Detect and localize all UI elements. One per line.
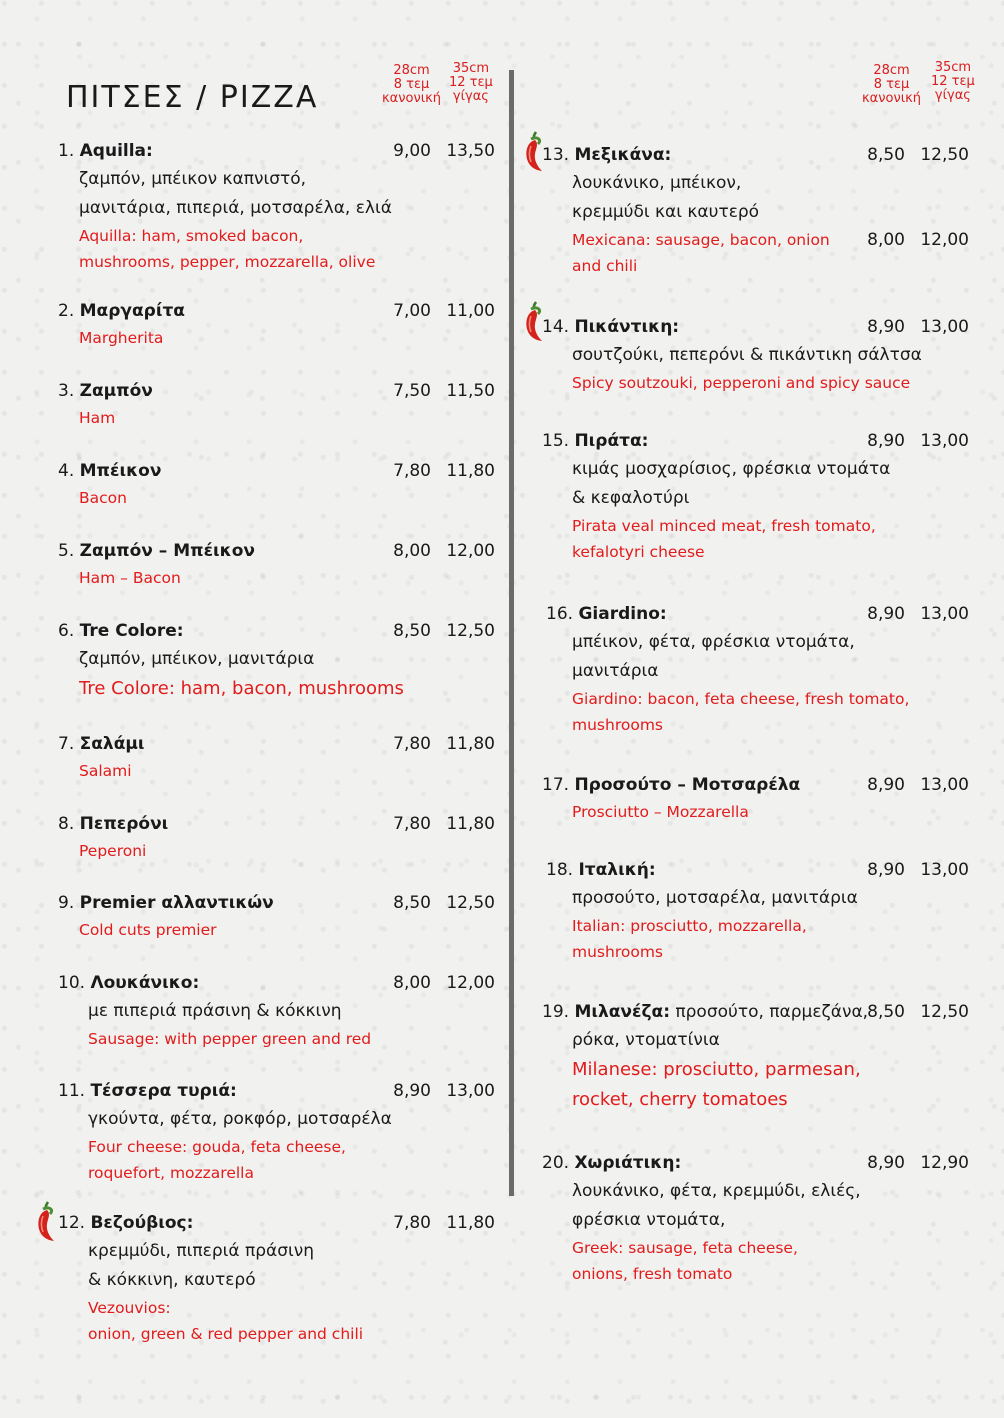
menu-item-title bbox=[58, 377, 153, 405]
item-english-description: roquefort, mozzarella bbox=[88, 1164, 254, 1182]
price-giant: 12,50 bbox=[446, 621, 495, 641]
price-regular: 8,90 bbox=[867, 431, 905, 451]
price-giant: 13,00 bbox=[446, 1081, 495, 1101]
price-regular: 8,00 bbox=[393, 973, 431, 993]
item-greek-description: κρεμμύδι, πιπεριά πράσινη bbox=[88, 1241, 315, 1261]
price-regular: 7,80 bbox=[393, 814, 431, 834]
menu-item-title bbox=[546, 600, 909, 628]
item-name: Πικάντικη: bbox=[574, 317, 680, 337]
item-english-description: Four cheese: gouda, feta cheese, bbox=[88, 1138, 346, 1156]
item-number: 14. bbox=[542, 317, 570, 337]
item-name: Μαργαρίτα bbox=[79, 301, 185, 321]
item-english-description: onion, green & red pepper and chili bbox=[88, 1325, 364, 1343]
item-greek-description: & κόκκινη, καυτερό bbox=[88, 1270, 256, 1290]
price-giant: 12,50 bbox=[920, 145, 969, 165]
chili-pepper-icon bbox=[522, 130, 548, 172]
item-name: Ζαμπόν bbox=[79, 381, 153, 401]
price-regular: 8,50 bbox=[867, 1002, 905, 1022]
size-header-pieces: 8 τεμ bbox=[393, 77, 430, 92]
price-regular: 7,80 bbox=[393, 461, 431, 481]
menu-item bbox=[58, 457, 161, 511]
item-name: Tre Colore: bbox=[79, 621, 184, 641]
item-english-description: Spicy soutzouki, pepperoni and spicy sauce bbox=[572, 374, 911, 392]
menu-item-title bbox=[58, 137, 392, 165]
price-regular: 7,50 bbox=[393, 381, 431, 401]
price-regular: 8,50 bbox=[867, 145, 905, 165]
price-giant: 13,00 bbox=[920, 604, 969, 624]
price-regular: 8,00 bbox=[393, 541, 431, 561]
menu-item bbox=[546, 856, 858, 965]
menu-item bbox=[542, 427, 890, 565]
price-regular: 8,50 bbox=[393, 893, 431, 913]
item-number: 1. bbox=[58, 141, 75, 161]
item-english-description: Vezouvios: bbox=[88, 1299, 171, 1317]
price-regular: 8,90 bbox=[867, 775, 905, 795]
item-english-description: and chili bbox=[572, 257, 638, 275]
price-giant: 11,80 bbox=[446, 814, 495, 834]
menu-item-title bbox=[58, 297, 185, 325]
size-header-cm: 28cm bbox=[393, 63, 430, 78]
item-name: Προσούτο – Μοτσαρέλα bbox=[574, 775, 801, 795]
item-greek-description: ρόκα, ντοματίνια bbox=[572, 1030, 720, 1050]
item-name: Βεζούβιος: bbox=[90, 1213, 194, 1233]
size-header-regular-left bbox=[382, 64, 441, 106]
size-header-pieces: 8 τεμ bbox=[873, 77, 910, 92]
item-number: 17. bbox=[542, 775, 570, 795]
menu-item-title bbox=[542, 1149, 861, 1177]
item-english-description: Italian: prosciutto, mozzarella, bbox=[572, 917, 807, 935]
item-english-description: mushrooms bbox=[572, 943, 663, 961]
item-number: 11. bbox=[58, 1081, 86, 1101]
item-name: Μπέικον bbox=[79, 461, 162, 481]
price-giant: 11,80 bbox=[446, 734, 495, 754]
price-regular: 8,90 bbox=[867, 1153, 905, 1173]
price-regular: 8,90 bbox=[867, 604, 905, 624]
menu-item-title bbox=[542, 141, 830, 169]
menu-item-title bbox=[58, 457, 161, 485]
item-name: Λουκάνικο: bbox=[90, 973, 200, 993]
price-giant: 13,00 bbox=[920, 431, 969, 451]
menu-item bbox=[542, 771, 800, 825]
item-number: 2. bbox=[58, 301, 75, 321]
menu-item bbox=[58, 889, 274, 943]
item-name: Giardino: bbox=[578, 604, 667, 624]
size-header-label: γίγας bbox=[452, 89, 489, 104]
size-header-label: γίγας bbox=[934, 88, 971, 103]
price-giant: 12,50 bbox=[920, 1002, 969, 1022]
price-giant: 13,00 bbox=[920, 317, 969, 337]
item-english-description: Ham – Bacon bbox=[79, 569, 181, 587]
item-name: Ιταλική: bbox=[578, 860, 656, 880]
item-name: Σαλάμι bbox=[79, 734, 145, 754]
price-giant: 13,00 bbox=[920, 860, 969, 880]
size-header-label: κανονική bbox=[382, 91, 442, 106]
menu-item-title bbox=[542, 998, 868, 1026]
item-greek-description: μπέικον, φέτα, φρέσκια ντομάτα, bbox=[572, 632, 855, 652]
item-number: 5. bbox=[58, 541, 75, 561]
item-english-description: mushrooms, pepper, mozzarella, olive bbox=[79, 253, 376, 271]
menu-item-title bbox=[542, 313, 922, 341]
item-english-description: Margherita bbox=[79, 329, 164, 347]
item-english-description: Cold cuts premier bbox=[79, 921, 217, 939]
item-greek-description: κρεμμύδι και καυτερό bbox=[572, 202, 760, 222]
price-giant: 11,00 bbox=[446, 301, 495, 321]
item-number: 19. bbox=[542, 1002, 570, 1022]
column-divider bbox=[509, 70, 514, 1196]
price-regular: 9,00 bbox=[393, 141, 431, 161]
item-name-description: προσούτο, παρμεζάνα, bbox=[670, 1002, 869, 1022]
item-english-description: Ham bbox=[79, 409, 116, 427]
item-english-description: kefalotyri cheese bbox=[572, 543, 705, 561]
item-number: 12. bbox=[58, 1213, 86, 1233]
size-header-cm: 28cm bbox=[873, 63, 910, 78]
item-name: Aquilla: bbox=[79, 141, 153, 161]
item-english-description: Prosciutto – Mozzarella bbox=[572, 803, 749, 821]
size-header-cm: 35cm bbox=[934, 60, 972, 75]
menu-item bbox=[58, 1209, 363, 1347]
item-english-description: Giardino: bacon, feta cheese, fresh tomato, bbox=[572, 690, 910, 708]
price-giant: 13,00 bbox=[920, 775, 969, 795]
menu-item bbox=[58, 1077, 392, 1186]
item-greek-description: γκούντα, φέτα, ροκφόρ, μοτσαρέλα bbox=[88, 1109, 392, 1129]
item-greek-description: μανιτάρια, πιπεριά, μοτσαρέλα, ελιά bbox=[79, 198, 392, 218]
price-regular: 8,90 bbox=[867, 317, 905, 337]
item-greek-description: & κεφαλοτύρι bbox=[572, 488, 690, 508]
item-number: 15. bbox=[542, 431, 570, 451]
item-name: Πιράτα: bbox=[574, 431, 649, 451]
item-english-description: Greek: sausage, feta cheese, bbox=[572, 1239, 798, 1257]
item-greek-description: με πιπεριά πράσινη & κόκκινη bbox=[88, 1001, 342, 1021]
item-english-description: Milanese: prosciutto, parmesan, bbox=[572, 1059, 861, 1080]
price-giant: 13,50 bbox=[446, 141, 495, 161]
menu-item-title bbox=[58, 889, 274, 917]
price-giant: 12,00 bbox=[446, 541, 495, 561]
item-english-description: Mexicana: sausage, bacon, onion bbox=[572, 231, 830, 249]
size-header-pieces: 12 τεμ bbox=[449, 75, 493, 90]
menu-item-title bbox=[58, 537, 255, 565]
menu-item-title bbox=[542, 771, 800, 799]
menu-item bbox=[58, 537, 255, 591]
item-number: 9. bbox=[58, 893, 75, 913]
menu-item bbox=[546, 600, 909, 738]
menu-item-title bbox=[546, 856, 858, 884]
price-giant: 12,90 bbox=[920, 1153, 969, 1173]
item-greek-description: ζαμπόν, μπέικον καπνιστό, bbox=[79, 169, 307, 189]
item-greek-description: λουκάνικο, μπέικον, bbox=[572, 173, 742, 193]
menu-item bbox=[58, 137, 392, 275]
menu-item bbox=[542, 313, 922, 396]
size-header-pieces: 12 τεμ bbox=[931, 74, 975, 89]
item-english-description: Tre Colore: ham, bacon, mushrooms bbox=[79, 678, 404, 699]
item-number: 3. bbox=[58, 381, 75, 401]
menu-item-title bbox=[58, 969, 371, 997]
item-greek-description: λουκάνικο, φέτα, κρεμμύδι, ελιές, bbox=[572, 1181, 861, 1201]
item-number: 7. bbox=[58, 734, 75, 754]
size-header-label: κανονική bbox=[862, 91, 922, 106]
item-number: 18. bbox=[546, 860, 574, 880]
item-name: Τέσσερα τυριά: bbox=[90, 1081, 237, 1101]
item-greek-description: κιμάς μοσχαρίσιος, φρέσκια ντομάτα bbox=[572, 459, 891, 479]
item-english-description: Aquilla: ham, smoked bacon, bbox=[79, 227, 304, 245]
item-english-description: rocket, cherry tomatoes bbox=[572, 1089, 788, 1110]
item-number: 10. bbox=[58, 973, 86, 993]
item-name: Μιλανέζα: bbox=[574, 1002, 670, 1022]
item-number: 20. bbox=[542, 1153, 570, 1173]
menu-item-title bbox=[58, 810, 168, 838]
item-english-description: Bacon bbox=[79, 489, 127, 507]
item-greek-description: μανιτάρια bbox=[572, 661, 659, 681]
price-regular: 7,80 bbox=[393, 734, 431, 754]
price-giant: 12,50 bbox=[446, 893, 495, 913]
menu-item bbox=[58, 969, 371, 1052]
menu-item bbox=[542, 1149, 861, 1287]
chili-pepper-icon bbox=[522, 300, 548, 342]
price-giant: 11,80 bbox=[446, 1213, 495, 1233]
menu-item bbox=[58, 617, 404, 704]
menu-item bbox=[542, 998, 868, 1115]
menu-item bbox=[58, 297, 185, 351]
item-english-description: Pirata veal minced meat, fresh tomato, bbox=[572, 517, 876, 535]
item-greek-description: ζαμπόν, μπέικον, μανιτάρια bbox=[79, 649, 315, 669]
price-regular: 7,00 bbox=[393, 301, 431, 321]
menu-item bbox=[58, 377, 153, 431]
price-giant: 11,80 bbox=[446, 461, 495, 481]
price-regular: 7,80 bbox=[393, 1213, 431, 1233]
menu-item-title bbox=[58, 730, 145, 758]
item-name: Μεξικάνα: bbox=[574, 145, 672, 165]
item-number: 8. bbox=[58, 814, 75, 834]
item-greek-description: φρέσκια ντομάτα, bbox=[572, 1210, 726, 1230]
chili-pepper-icon bbox=[34, 1200, 60, 1242]
item-english-description: Salami bbox=[79, 762, 132, 780]
menu-item-title bbox=[58, 1077, 392, 1105]
item-english-description: Sausage: with pepper green and red bbox=[88, 1030, 372, 1048]
price-regular: 8,90 bbox=[393, 1081, 431, 1101]
price-giant: 11,50 bbox=[446, 381, 495, 401]
item-number: 16. bbox=[546, 604, 574, 624]
menu-item bbox=[58, 810, 168, 864]
size-header-cm: 35cm bbox=[452, 61, 490, 76]
menu-item bbox=[542, 141, 830, 279]
item-number: 6. bbox=[58, 621, 75, 641]
price-regular: 8,90 bbox=[867, 860, 905, 880]
item-number: 4. bbox=[58, 461, 75, 481]
price-giant: 12,00 bbox=[446, 973, 495, 993]
menu-item-title bbox=[58, 1209, 363, 1237]
page-title: ΠΙΤΣΕΣ / PIZZA bbox=[66, 80, 319, 115]
size-header-giant-right bbox=[931, 61, 975, 103]
menu-item-title bbox=[542, 427, 890, 455]
menu-item bbox=[58, 730, 145, 784]
menu-item-title bbox=[58, 617, 404, 645]
size-header-giant-left bbox=[449, 62, 493, 104]
item-name: Ζαμπόν – Μπέικον bbox=[79, 541, 255, 561]
item-greek-description: σουτζούκι, πεπερόνι & πικάντικη σάλτσα bbox=[572, 345, 922, 365]
item-name: Πεπερόνι bbox=[79, 814, 169, 834]
price-regular-alt: 8,00 bbox=[867, 230, 905, 250]
price-giant-alt: 12,00 bbox=[920, 230, 969, 250]
item-english-description: mushrooms bbox=[572, 716, 663, 734]
item-name: Χωριάτικη: bbox=[574, 1153, 682, 1173]
item-english-description: onions, fresh tomato bbox=[572, 1265, 733, 1283]
item-number: 13. bbox=[542, 145, 570, 165]
item-greek-description: προσούτο, μοτσαρέλα, μανιτάρια bbox=[572, 888, 858, 908]
item-name: Premier αλλαντικών bbox=[79, 893, 274, 913]
item-english-description: Peperoni bbox=[79, 842, 147, 860]
size-header-regular-right bbox=[862, 64, 921, 106]
price-regular: 8,50 bbox=[393, 621, 431, 641]
